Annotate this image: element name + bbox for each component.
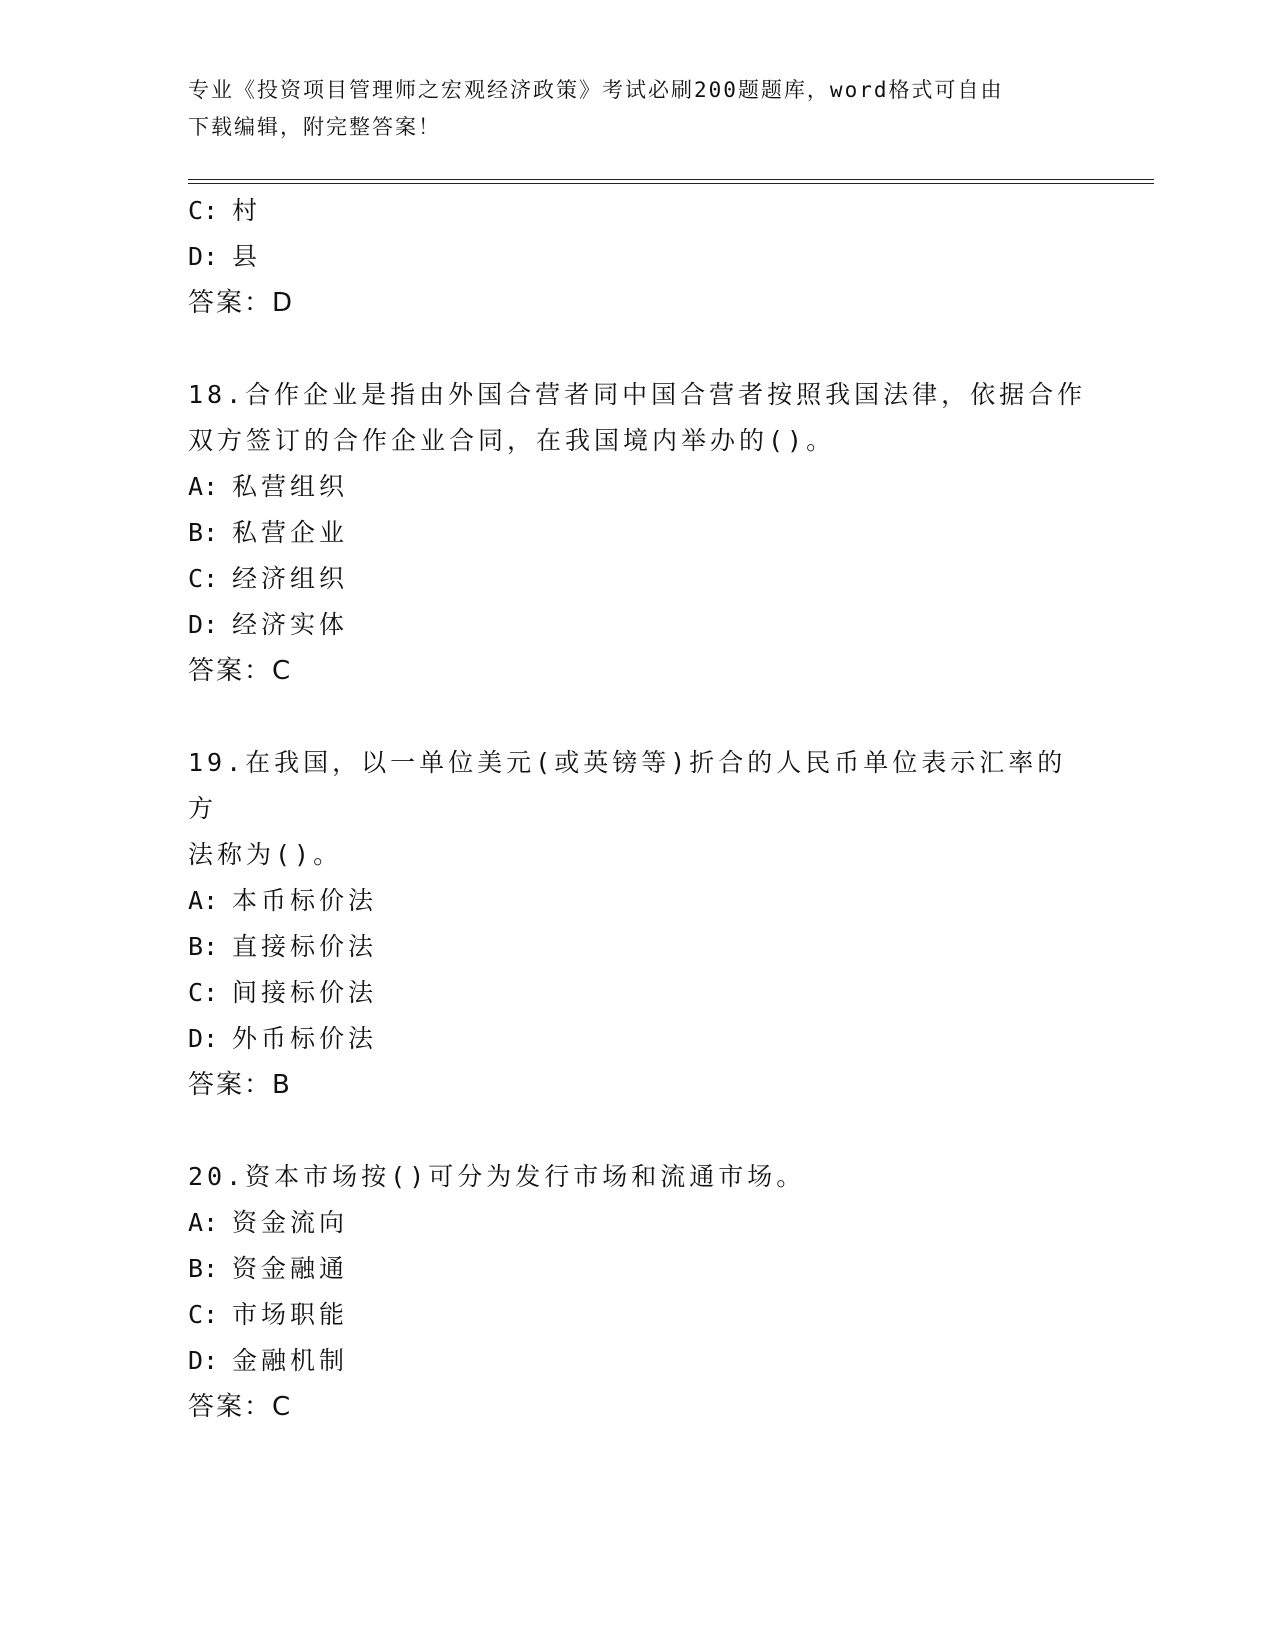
spacer xyxy=(188,326,1088,372)
option-label: D: xyxy=(188,1346,219,1375)
question-stem-line1: 18.合作企业是指由外国合营者同中国合营者按照我国法律，依据合作 xyxy=(188,380,1087,409)
option-text: 资金融通 xyxy=(232,1254,349,1283)
option-text: 外币标价法 xyxy=(232,1024,378,1053)
option-label: A: xyxy=(188,472,219,501)
answer-line: 答案：B xyxy=(188,1070,292,1100)
option-c xyxy=(188,556,1088,602)
option-a xyxy=(188,878,1088,924)
option-text: 私营组织 xyxy=(232,472,349,501)
option-c xyxy=(188,970,1088,1016)
option-text: 间接标价法 xyxy=(232,978,378,1007)
option-b xyxy=(188,924,1088,970)
option-b xyxy=(188,1246,1088,1292)
page-header xyxy=(188,72,1088,146)
document-body xyxy=(188,188,1088,1430)
option-label: C: xyxy=(188,1300,219,1329)
question-17-tail xyxy=(188,188,1088,326)
option-text: 私营企业 xyxy=(232,518,349,547)
answer-line: 答案：D xyxy=(188,288,295,318)
option-text: 村 xyxy=(232,196,262,225)
option-label: A: xyxy=(188,886,219,915)
answer-line: 答案：C xyxy=(188,1392,293,1422)
option-c xyxy=(188,1292,1088,1338)
option-label: B: xyxy=(188,932,219,961)
option-label: C: xyxy=(188,196,219,225)
header-title-line1: 专业《投资项目管理师之宏观经济政策》考试必刷200题题库，word格式可自由 xyxy=(188,78,1004,102)
option-text: 直接标价法 xyxy=(232,932,378,961)
option-text: 本币标价法 xyxy=(232,886,378,915)
question-stem-line2: 双方签订的合作企业合同，在我国境内举办的()。 xyxy=(188,426,836,455)
option-b xyxy=(188,510,1088,556)
option-d xyxy=(188,1016,1088,1062)
header-title-line2: 下载编辑，附完整答案！ xyxy=(188,115,441,139)
option-label: D: xyxy=(188,1024,219,1053)
question-stem-line1: 20.资本市场按()可分为发行市场和流通市场。 xyxy=(188,1162,806,1191)
option-d xyxy=(188,1338,1088,1384)
option-label: C: xyxy=(188,978,219,1007)
option-label: C: xyxy=(188,564,219,593)
option-text: 资金流向 xyxy=(232,1208,349,1237)
option-d xyxy=(188,602,1088,648)
spacer xyxy=(188,1108,1088,1154)
option-text: 经济实体 xyxy=(232,610,349,639)
option-text: 县 xyxy=(232,242,262,271)
option-a xyxy=(188,1200,1088,1246)
question-stem-line1: 19.在我国，以一单位美元(或英镑等)折合的人民币单位表示汇率的方 xyxy=(188,748,1067,823)
option-label: B: xyxy=(188,518,219,547)
spacer xyxy=(188,694,1088,740)
answer-line: 答案：C xyxy=(188,656,293,686)
option-text: 经济组织 xyxy=(232,564,349,593)
option-text: 金融机制 xyxy=(232,1346,349,1375)
header-double-rule xyxy=(188,179,1154,184)
option-label: B: xyxy=(188,1254,219,1283)
option-d xyxy=(188,234,1088,280)
option-label: D: xyxy=(188,242,219,271)
question-18 xyxy=(188,372,1088,694)
option-label: D: xyxy=(188,610,219,639)
option-c xyxy=(188,188,1088,234)
option-text: 市场职能 xyxy=(232,1300,349,1329)
question-20 xyxy=(188,1154,1088,1430)
option-label: A: xyxy=(188,1208,219,1237)
question-19 xyxy=(188,740,1088,1108)
question-stem-line2: 法称为()。 xyxy=(188,840,343,869)
option-a xyxy=(188,464,1088,510)
